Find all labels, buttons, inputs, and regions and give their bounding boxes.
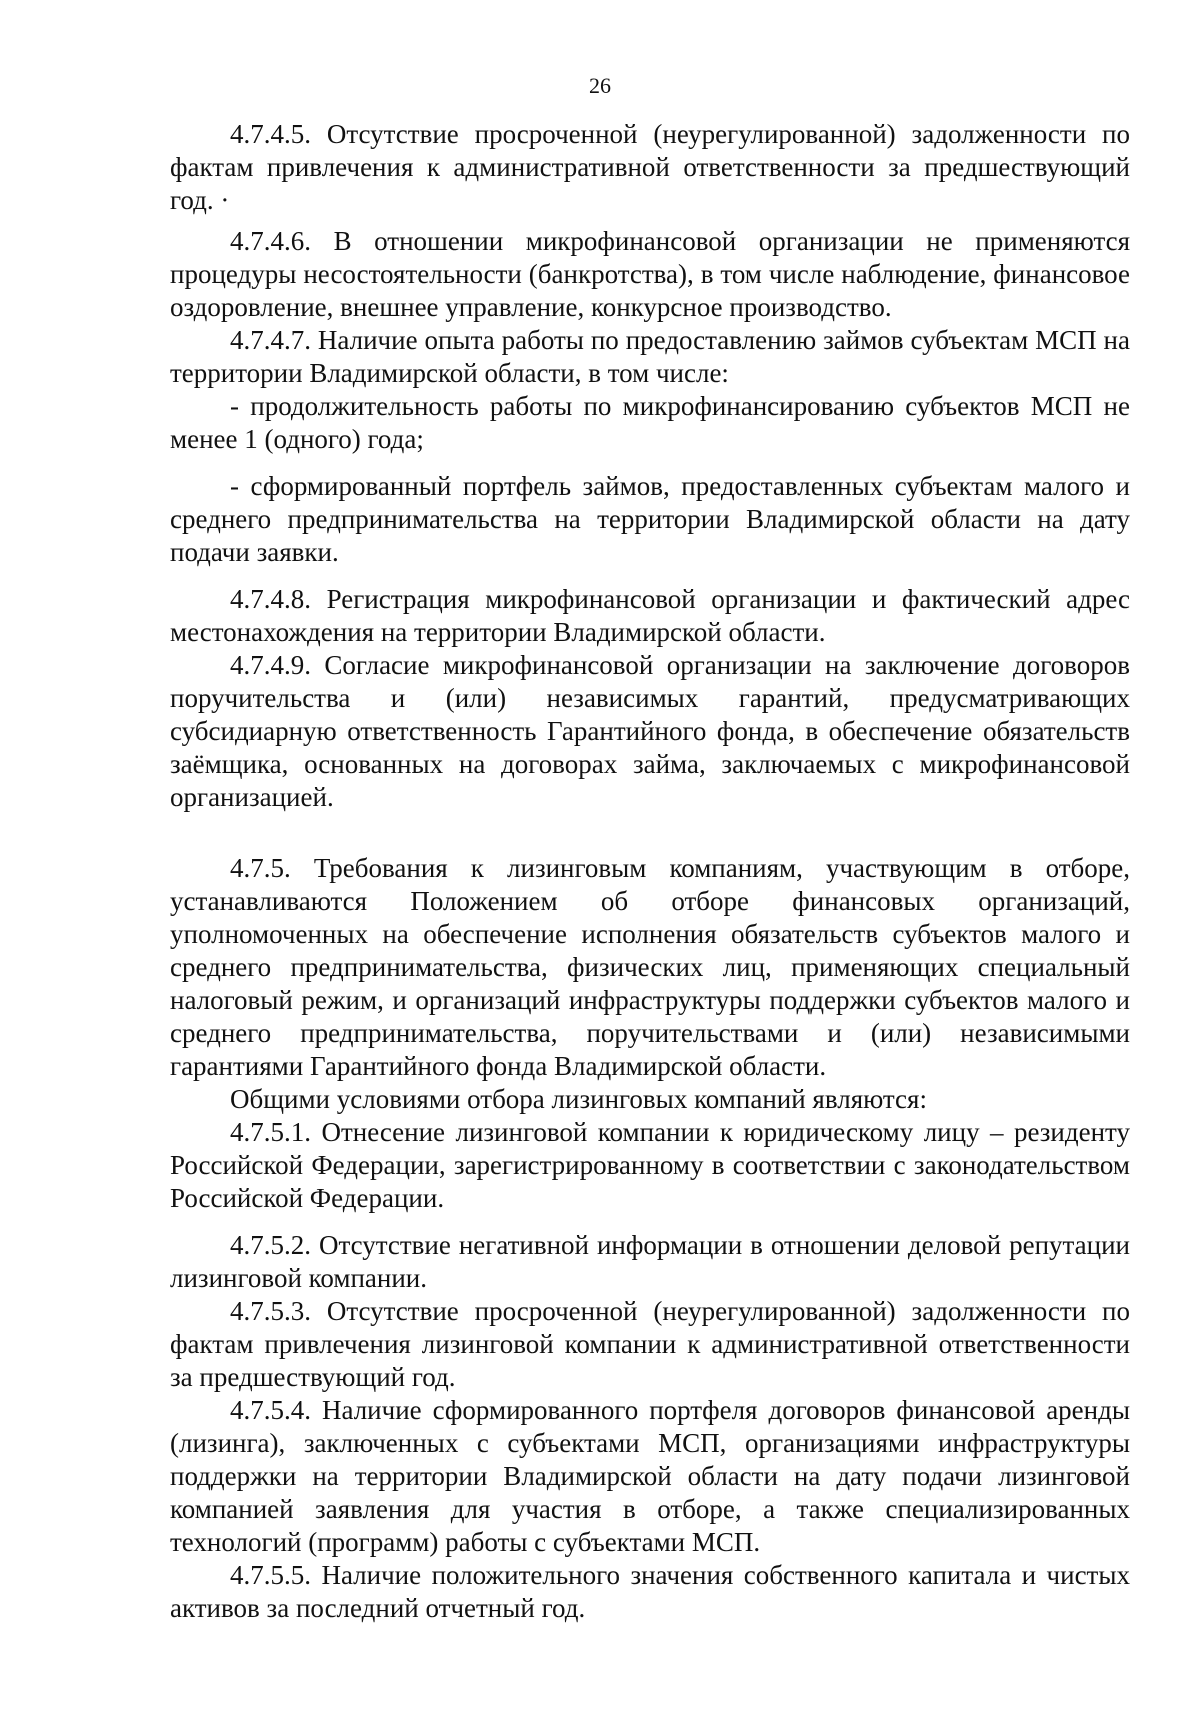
list-item-duration: - продолжительность работы по микрофинансированию субъектов МСП не менее 1 (одного) года;	[170, 391, 1130, 454]
paragraph-4-7-4-6: 4.7.4.6. В отношении микрофинансовой организации не применяются процедуры несостоятельности (банкротства), в том числе наблюдение, финансовое оздоровление, внешнее управление, конкурсное производство.	[170, 226, 1130, 322]
document-body	[170, 118, 1130, 1625]
paragraph-4-7-5-1: 4.7.5.1. Отнесение лизинговой компании к юридическому лицу – резиденту Российской Федерации, зарегистрированному в соответствии с законодательством Российской Федерации.	[170, 1117, 1130, 1213]
paragraph-4-7-4-9: 4.7.4.9. Согласие микрофинансовой организации на заключение договоров поручительства и (или) независимых гарантий, предусматривающих субсидиарную ответственность Гарантийного фонда, в обеспечение обязательств заёмщика, основанных на договорах займа, заключаемых с микрофинансовой организацией.	[170, 650, 1130, 812]
paragraph-4-7-4-8: 4.7.4.8. Регистрация микрофинансовой организации и фактический адрес местонахождения на территории Владимирской области.	[170, 584, 1130, 647]
paragraph-4-7-5-4: 4.7.5.4. Наличие сформированного портфеля договоров финансовой аренды (лизинга), заключенных с субъектами МСП, организациями инфраструктуры поддержки на территории Владимирской области на дату подачи лизинговой компанией заявления для участия в отборе, а также специализированных технологий (программ) работы с субъектами МСП.	[170, 1395, 1130, 1557]
list-item-portfolio: - сформированный портфель займов, предоставленных субъектам малого и среднего предпринимательства на территории Владимирской области на дату подачи заявки.	[170, 471, 1130, 567]
paragraph-4-7-5-2: 4.7.5.2. Отсутствие негативной информации в отношении деловой репутации лизинговой компании.	[170, 1230, 1130, 1293]
paragraph-4-7-5-3: 4.7.5.3. Отсутствие просроченной (неурегулированной) задолженности по фактам привлечения лизинговой компании к административной ответственности за предшествующий год.	[170, 1296, 1130, 1392]
paragraph-4-7-4-5: 4.7.4.5. Отсутствие просроченной (неурегулированной) задолженности по фактам привлечения к административной ответственности за предшествующий год. ·	[170, 119, 1130, 215]
paragraph-4-7-5-5: 4.7.5.5. Наличие положительного значения собственного капитала и чистых активов за последний отчетный год.	[170, 1560, 1130, 1623]
paragraph-4-7-4-7: 4.7.4.7. Наличие опыта работы по предоставлению займов субъектам МСП на территории Владимирской области, в том числе:	[170, 325, 1130, 388]
page-number: 26	[589, 73, 611, 98]
paragraph-general-conditions: Общими условиями отбора лизинговых компаний являются:	[230, 1084, 927, 1114]
paragraph-4-7-5: 4.7.5. Требования к лизинговым компаниям, участвующим в отборе, устанавливаются Положением об отборе финансовых организаций, уполномоченных на обеспечение исполнения обязательств субъектов малого и среднего предпринимательства, физических лиц, применяющих специальный налоговый режим, и организаций инфраструктуры поддержки субъектов малого и среднего предпринимательства, поручительствами и (или) независимыми гарантиями Гарантийного фонда Владимирской области.	[170, 853, 1130, 1081]
